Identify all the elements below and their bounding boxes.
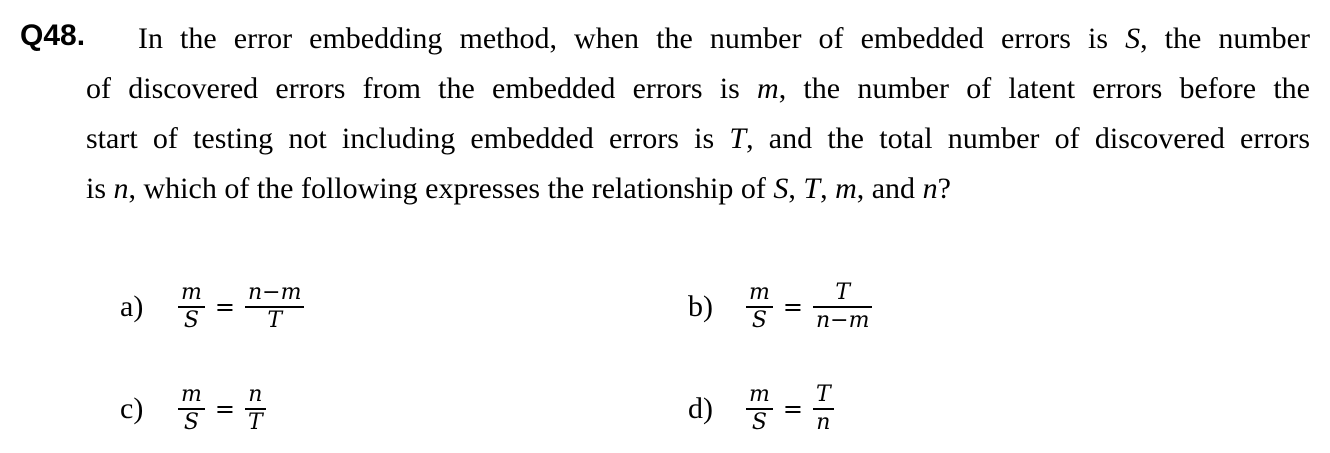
- denominator: n: [816, 409, 831, 435]
- option-label: d): [688, 391, 713, 425]
- fraction-lhs: [178, 382, 205, 436]
- numerator: T: [835, 280, 851, 305]
- denominator: T: [247, 409, 263, 435]
- stem-line: is n, which of the following expresses the relationship of S, T, m, and n?: [86, 172, 951, 205]
- fraction-rhs: [813, 280, 872, 334]
- option-equation: [746, 280, 872, 334]
- option-c[interactable]: [120, 382, 266, 436]
- denominator: S: [751, 409, 767, 435]
- equals-sign: =: [214, 394, 235, 423]
- fraction-rhs: [813, 382, 834, 436]
- numerator: m: [749, 382, 770, 407]
- question-stem: [86, 14, 1310, 214]
- option-a[interactable]: [120, 280, 304, 334]
- fraction-rhs: [245, 280, 304, 334]
- option-equation: [178, 382, 266, 436]
- option-b[interactable]: [688, 280, 872, 334]
- denominator: n−m: [815, 307, 870, 333]
- stem-line: start of testing not including embedded errors is T, and the total number of discovered errors: [86, 122, 1311, 155]
- option-label: c): [120, 391, 144, 425]
- numerator: T: [815, 382, 831, 407]
- stem-line: of discovered errors from the embedded errors is m, the number of latent errors before the: [86, 72, 1310, 105]
- fraction-rhs: [245, 382, 266, 436]
- option-label: b): [688, 289, 713, 323]
- denominator: S: [183, 409, 199, 435]
- question-number: Q48.: [20, 19, 86, 52]
- option-equation: [178, 280, 304, 334]
- equals-sign: =: [214, 292, 235, 321]
- numerator: m: [181, 382, 202, 407]
- equals-sign: =: [782, 394, 803, 423]
- numerator: m: [181, 280, 202, 305]
- numerator: m: [749, 280, 770, 305]
- denominator: T: [267, 307, 283, 333]
- equals-sign: =: [782, 292, 803, 321]
- fraction-lhs: [746, 280, 773, 334]
- denominator: S: [751, 307, 767, 333]
- fraction-lhs: [746, 382, 773, 436]
- denominator: S: [183, 307, 199, 333]
- numerator: n−m: [247, 280, 302, 305]
- fraction-lhs: [178, 280, 205, 334]
- option-label: a): [120, 289, 144, 323]
- option-equation: [746, 382, 834, 436]
- stem-line: In the error embedding method, when the number of embedded errors is S, the number: [138, 22, 1310, 55]
- option-d[interactable]: [688, 382, 834, 436]
- numerator: n: [248, 382, 263, 407]
